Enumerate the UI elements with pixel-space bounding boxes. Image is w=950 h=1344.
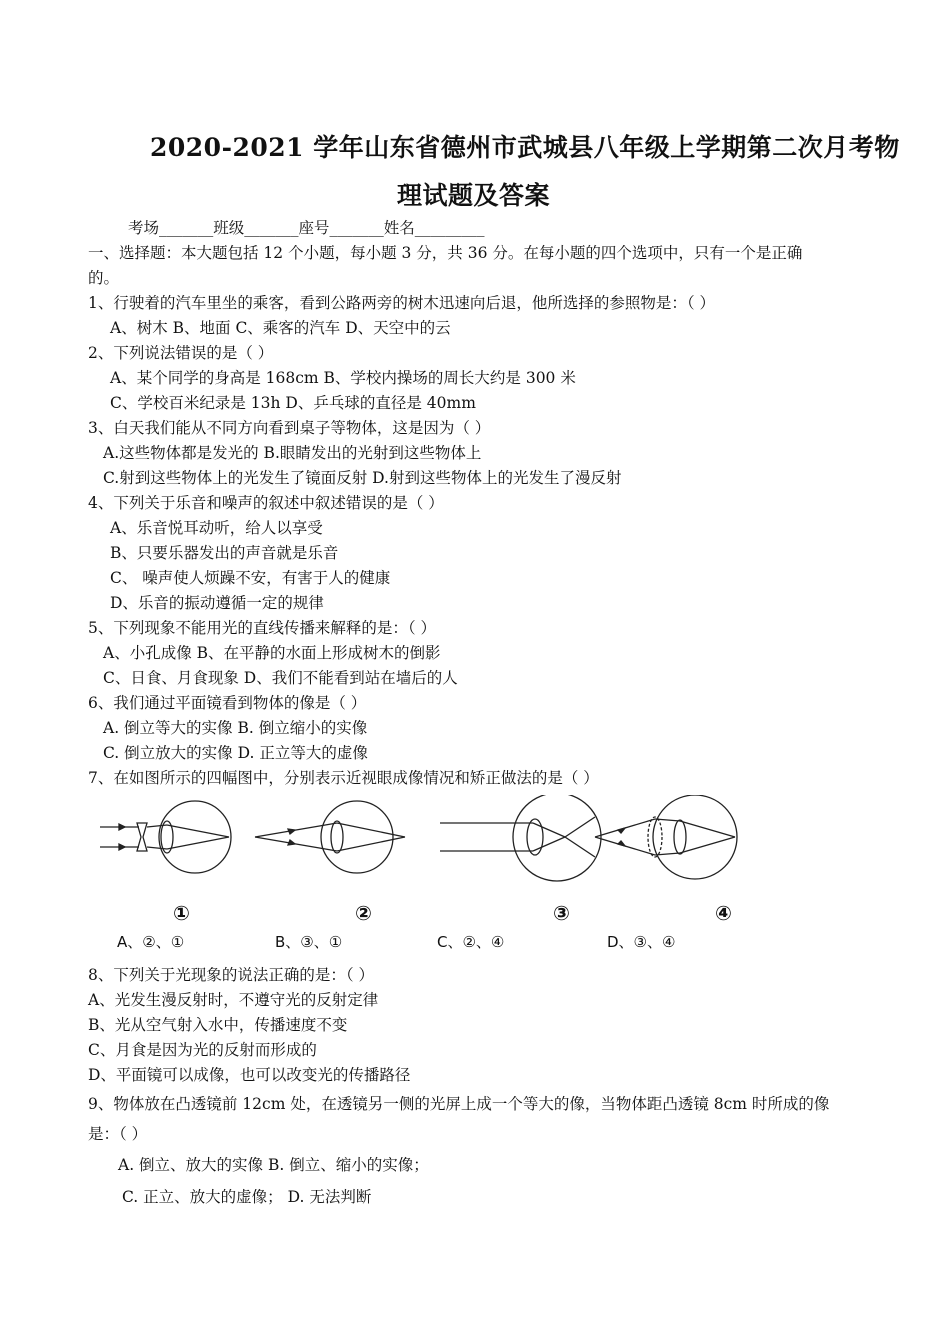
eye-diagram-3 <box>440 795 601 881</box>
eye-diagram-2 <box>255 801 405 873</box>
question-4-option-b: B、只要乐器发出的声音就是乐音 <box>110 544 339 562</box>
diagram-label-3: ③ <box>553 901 570 925</box>
question-4-option-a: A、乐音悦耳动听，给人以享受 <box>110 519 323 537</box>
question-4-option-c: C、 噪声使人烦躁不安，有害于人的健康 <box>110 569 391 587</box>
question-1-options: A、树木 B、地面 C、乘客的汽车 D、天空中的云 <box>110 319 451 337</box>
question-9-stem: 9、物体放在凸透镜前 12cm 处，在透镜另一侧的光屏上成一个等大的像，当物体距凸透镜 8cm 时所成的像 <box>88 1095 830 1113</box>
question-8-option-c: C、月食是因为光的反射而形成的 <box>88 1041 317 1059</box>
question-2-options-row-1: A、某个同学的身高是 168cm B、学校内操场的周长大约是 300 米 <box>110 369 576 387</box>
question-6-options-row-2: C. 倒立放大的实像 D. 正立等大的虚像 <box>103 744 368 762</box>
question-4-option-d: D、乐音的振动遵循一定的规律 <box>110 594 324 612</box>
question-9-options-row-2: C. 正立、放大的虚像； D. 无法判断 <box>122 1188 372 1206</box>
question-2-options-row-2: C、学校百米纪录是 13h D、乒乓球的直径是 40mm <box>110 394 476 412</box>
question-7-option-a: A、②、① <box>117 933 185 951</box>
question-6-stem: 6、我们通过平面镜看到物体的像是（ ） <box>88 694 367 712</box>
question-4-stem: 4、下列关于乐音和噪声的叙述中叙述错误的是（ ） <box>88 494 444 512</box>
question-5-options-row-1: A、小孔成像 B、在平静的水面上形成树木的倒影 <box>103 644 441 662</box>
diagram-label-4: ④ <box>715 901 732 925</box>
question-9-stem-cont: 是：（ ） <box>88 1125 148 1143</box>
question-7-option-d: D、③、④ <box>607 933 676 951</box>
question-3-options-row-1: A.这些物体都是发光的 B.眼睛发出的光射到这些物体上 <box>103 444 482 462</box>
eye-diagram-figure <box>95 795 755 955</box>
question-7-stem: 7、在如图所示的四幅图中，分别表示近视眼成像情况和矫正做法的是（ ） <box>88 769 599 787</box>
question-2-stem: 2、下列说法错误的是（ ） <box>88 344 274 362</box>
title-line-1: 2020-2021 学年山东省德州市武城县八年级上学期第二次月考物 <box>150 133 900 162</box>
eye-diagram-1 <box>100 801 231 873</box>
question-5-stem: 5、下列现象不能用光的直线传播来解释的是：（ ） <box>88 619 437 637</box>
question-1-stem: 1、行驶着的汽车里坐的乘客，看到公路两旁的树木迅速向后退，他所选择的参照物是：（ ） <box>88 294 716 312</box>
question-8-option-a: A、光发生漫反射时，不遵守光的反射定律 <box>88 991 379 1009</box>
question-8-option-d: D、平面镜可以成像，也可以改变光的传播路径 <box>88 1066 411 1084</box>
question-9-options-row-1: A. 倒立、放大的实像 B. 倒立、缩小的实像； <box>118 1156 429 1174</box>
question-6-options-row-1: A. 倒立等大的实像 B. 倒立缩小的实像 <box>103 719 368 737</box>
title-line-2: 理试题及答案 <box>397 181 551 210</box>
question-7-option-c: C、②、④ <box>437 933 505 951</box>
question-3-stem: 3、白天我们能从不同方向看到桌子等物体，这是因为（ ） <box>88 419 491 437</box>
diagram-label-1: ① <box>173 901 190 925</box>
diagram-label-2: ② <box>355 901 372 925</box>
question-8-stem: 8、下列关于光现象的说法正确的是：（ ） <box>88 966 375 984</box>
question-3-options-row-2: C.射到这些物体上的光发生了镜面反射 D.射到这些物体上的光发生了漫反射 <box>103 469 622 487</box>
header-fields: 考场_______班级_______座号_______姓名_________ <box>128 219 485 237</box>
question-7-option-b: B、③、① <box>275 933 343 951</box>
section-1-instructions: 一、选择题：本大题包括 12 个小题，每小题 3 分，共 36 分。在每小题的四个选项中，只有一个是正确 <box>88 244 803 262</box>
eye-diagram-4 <box>595 795 737 879</box>
question-8-option-b: B、光从空气射入水中，传播速度不变 <box>88 1016 348 1034</box>
section-1-instructions-cont: 的。 <box>88 269 120 287</box>
eye-diagrams <box>95 795 755 905</box>
question-5-options-row-2: C、日食、月食现象 D、我们不能看到站在墙后的人 <box>103 669 458 687</box>
